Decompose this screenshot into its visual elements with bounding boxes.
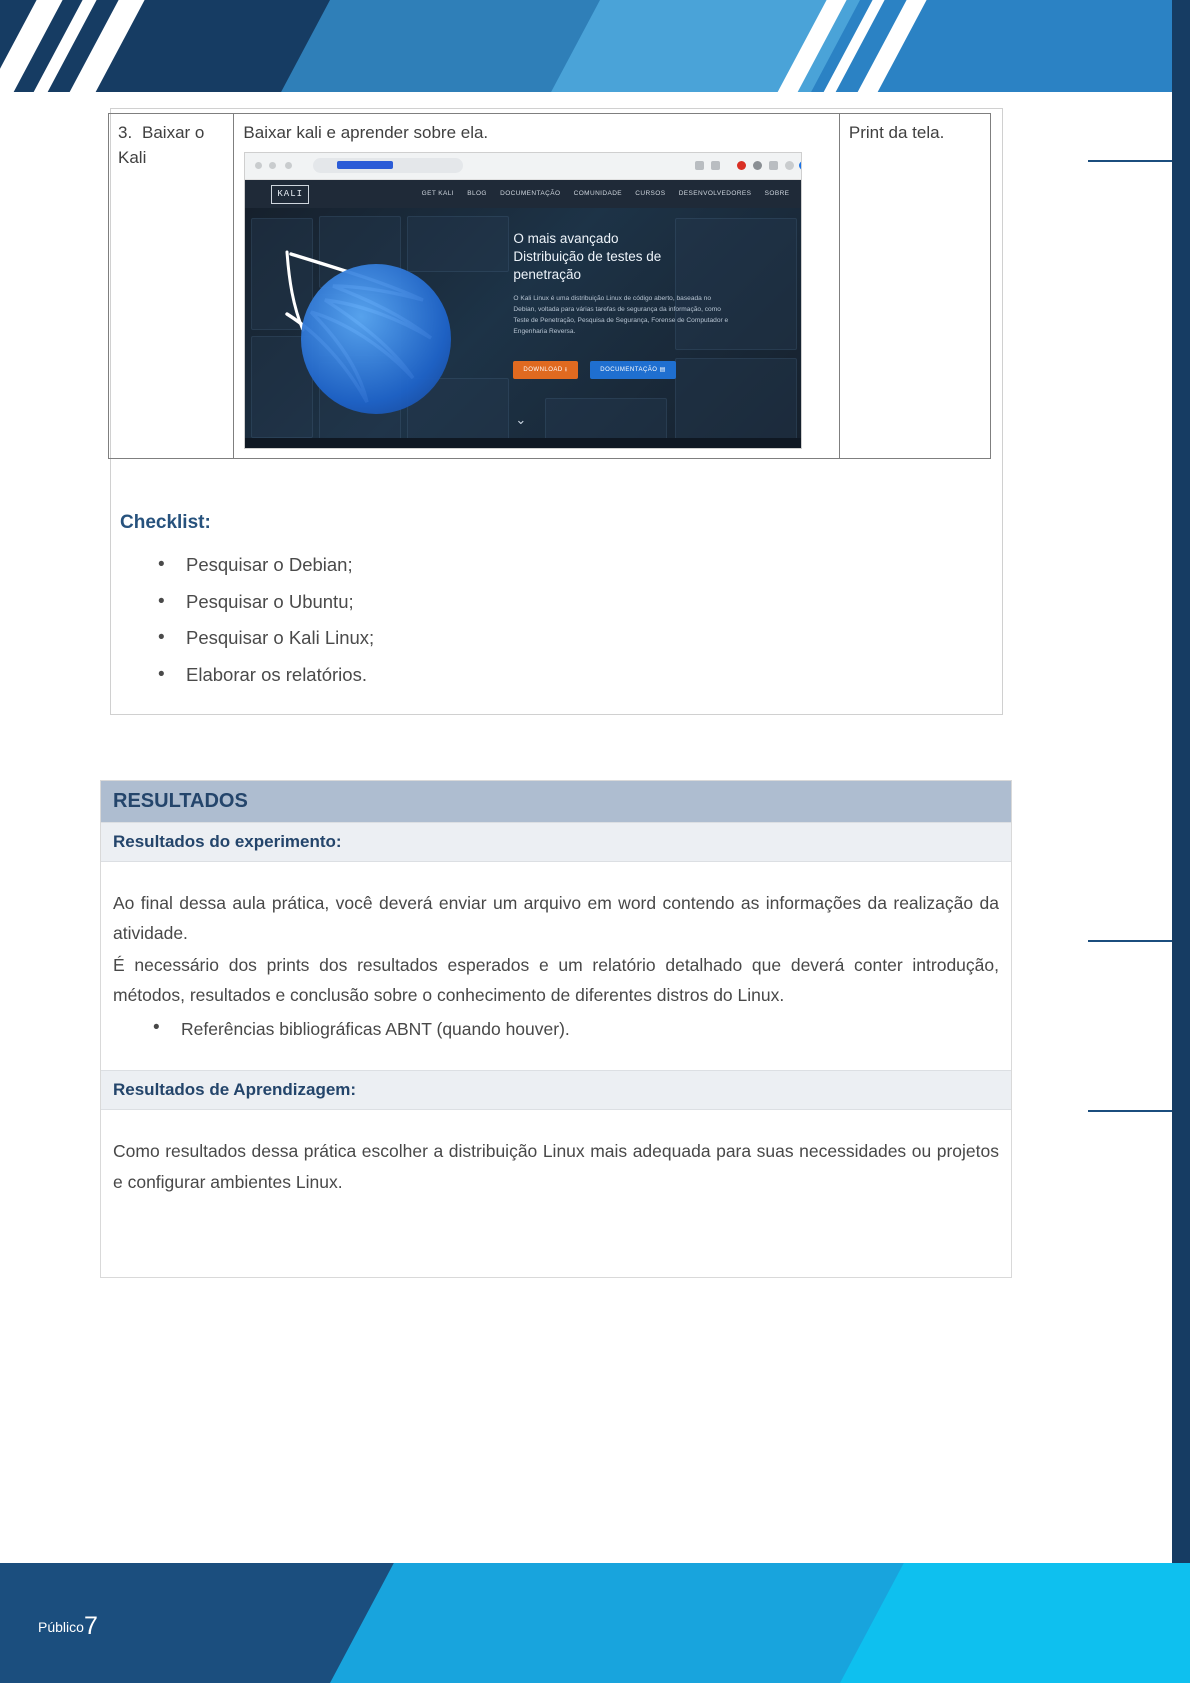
list-item: • Elaborar os relatórios. xyxy=(150,657,374,694)
activity-step-title: Baixar o Kali xyxy=(118,123,205,167)
browser-menu-icon xyxy=(799,161,802,170)
list-item: • Pesquisar o Ubuntu; xyxy=(150,584,374,621)
hero-paragraph: O Kali Linux é uma distribuição Linux de código aberto, baseada no Debian, voltada para várias tarefas de segurança da informação, como Teste de Penetração, Pesquisa de Segurança, Forense de Computador e Engenharia Reversa. xyxy=(513,295,729,335)
browser-star-icon xyxy=(711,161,720,170)
nav-item-get-kali[interactable]: GET KALI xyxy=(421,189,454,197)
table-row xyxy=(109,114,991,459)
browser-back-icon xyxy=(255,162,262,169)
results-bullet-list xyxy=(113,1014,999,1044)
nav-item-desenvolvedores[interactable]: DESENVOLVEDORES xyxy=(678,189,752,197)
kali-hero-text xyxy=(513,230,778,380)
page-number: 7 xyxy=(84,1612,98,1640)
nav-item-comunidade[interactable]: COMUNIDADE xyxy=(573,189,623,197)
results-section xyxy=(100,780,1012,1278)
activity-step-cell xyxy=(109,114,234,459)
results-learning-subtitle: Resultados de Aprendizagem: xyxy=(101,1070,1011,1110)
activity-deliverable-cell: Print da tela. xyxy=(839,114,990,459)
kali-site-navbar xyxy=(245,180,801,209)
download-button[interactable]: DOWNLOAD ⭳ xyxy=(513,361,577,380)
browser-minimize-icon xyxy=(785,161,794,170)
results-paragraph: É necessário dos prints dos resultados esperados e um relatório detalhado que deverá conter introdução, métodos, resultados e conclusão sobre o conhecimento de diferentes distros do Linux. xyxy=(113,955,999,1006)
kali-website-screenshot xyxy=(244,152,802,449)
list-item: • Pesquisar o Kali Linux; xyxy=(150,620,374,657)
results-section-header: RESULTADOS xyxy=(101,781,1011,822)
checklist-list xyxy=(150,547,374,694)
scroll-down-chevron-icon[interactable]: ⌄ xyxy=(515,411,527,427)
kali-hero-section xyxy=(245,208,801,448)
browser-share-icon xyxy=(695,161,704,170)
nav-item-sobre[interactable]: SOBRE xyxy=(764,189,790,197)
right-edge-rule xyxy=(1088,1110,1172,1112)
nav-item-blog[interactable]: BLOG xyxy=(467,189,487,197)
kali-logo: KALI xyxy=(271,185,309,204)
activity-table xyxy=(108,113,991,459)
right-edge-rule xyxy=(1088,940,1172,942)
browser-tabs-icon xyxy=(769,161,778,170)
kali-dragon-logo xyxy=(263,226,498,431)
page-header-band xyxy=(0,0,1190,92)
right-edge-rule-group xyxy=(1088,0,1172,1683)
browser-toolbar xyxy=(245,153,801,180)
activity-description-text: Baixar kali e aprender sobre ela. xyxy=(243,123,489,142)
browser-profile-icon xyxy=(753,161,762,170)
results-paragraph: Como resultados dessa prática escolher a distribuição Linux mais adequada para suas necessidades ou projetos e configurar ambientes Linux. xyxy=(113,1141,999,1192)
results-learning-body xyxy=(101,1110,1011,1276)
list-item: • Referências bibliográficas ABNT (quando houver). xyxy=(181,1014,999,1044)
activity-step-number: 3. xyxy=(118,123,133,142)
right-edge-rule xyxy=(1088,160,1172,162)
kali-dragon-circle xyxy=(301,264,451,414)
checklist-title: Checklist: xyxy=(120,512,211,533)
documentation-button[interactable]: DOCUMENTAÇÃO ▤ xyxy=(590,361,676,380)
results-experiment-body xyxy=(101,862,1011,1070)
list-item: • Pesquisar o Debian; xyxy=(150,547,374,584)
hero-title-line-3: penetração xyxy=(513,267,581,283)
activity-description-cell xyxy=(234,114,839,459)
hero-title-line-2: Distribuição de testes de xyxy=(513,248,662,264)
browser-reload-icon xyxy=(285,162,292,169)
browser-extension-icon xyxy=(737,161,746,170)
page-footer-band xyxy=(0,1563,1190,1683)
nav-item-documentacao[interactable]: DOCUMENTAÇÃO xyxy=(500,189,561,197)
hero-title-line-1: O mais avançado xyxy=(513,230,619,246)
footer-confidentiality-label: Público xyxy=(38,1619,84,1635)
browser-url-text xyxy=(337,161,393,169)
hero-button-group xyxy=(513,354,778,380)
results-experiment-subtitle: Resultados do experimento: xyxy=(101,822,1011,862)
results-paragraph: Ao final dessa aula prática, você deverá enviar um arquivo em word contendo as informações da realização da atividade. xyxy=(113,893,999,944)
right-edge-rail xyxy=(1172,0,1190,1683)
kali-nav-items xyxy=(411,189,790,198)
nav-item-cursos[interactable]: CURSOS xyxy=(635,189,666,197)
browser-forward-icon xyxy=(269,162,276,169)
browser-bottom-bar xyxy=(245,438,801,448)
